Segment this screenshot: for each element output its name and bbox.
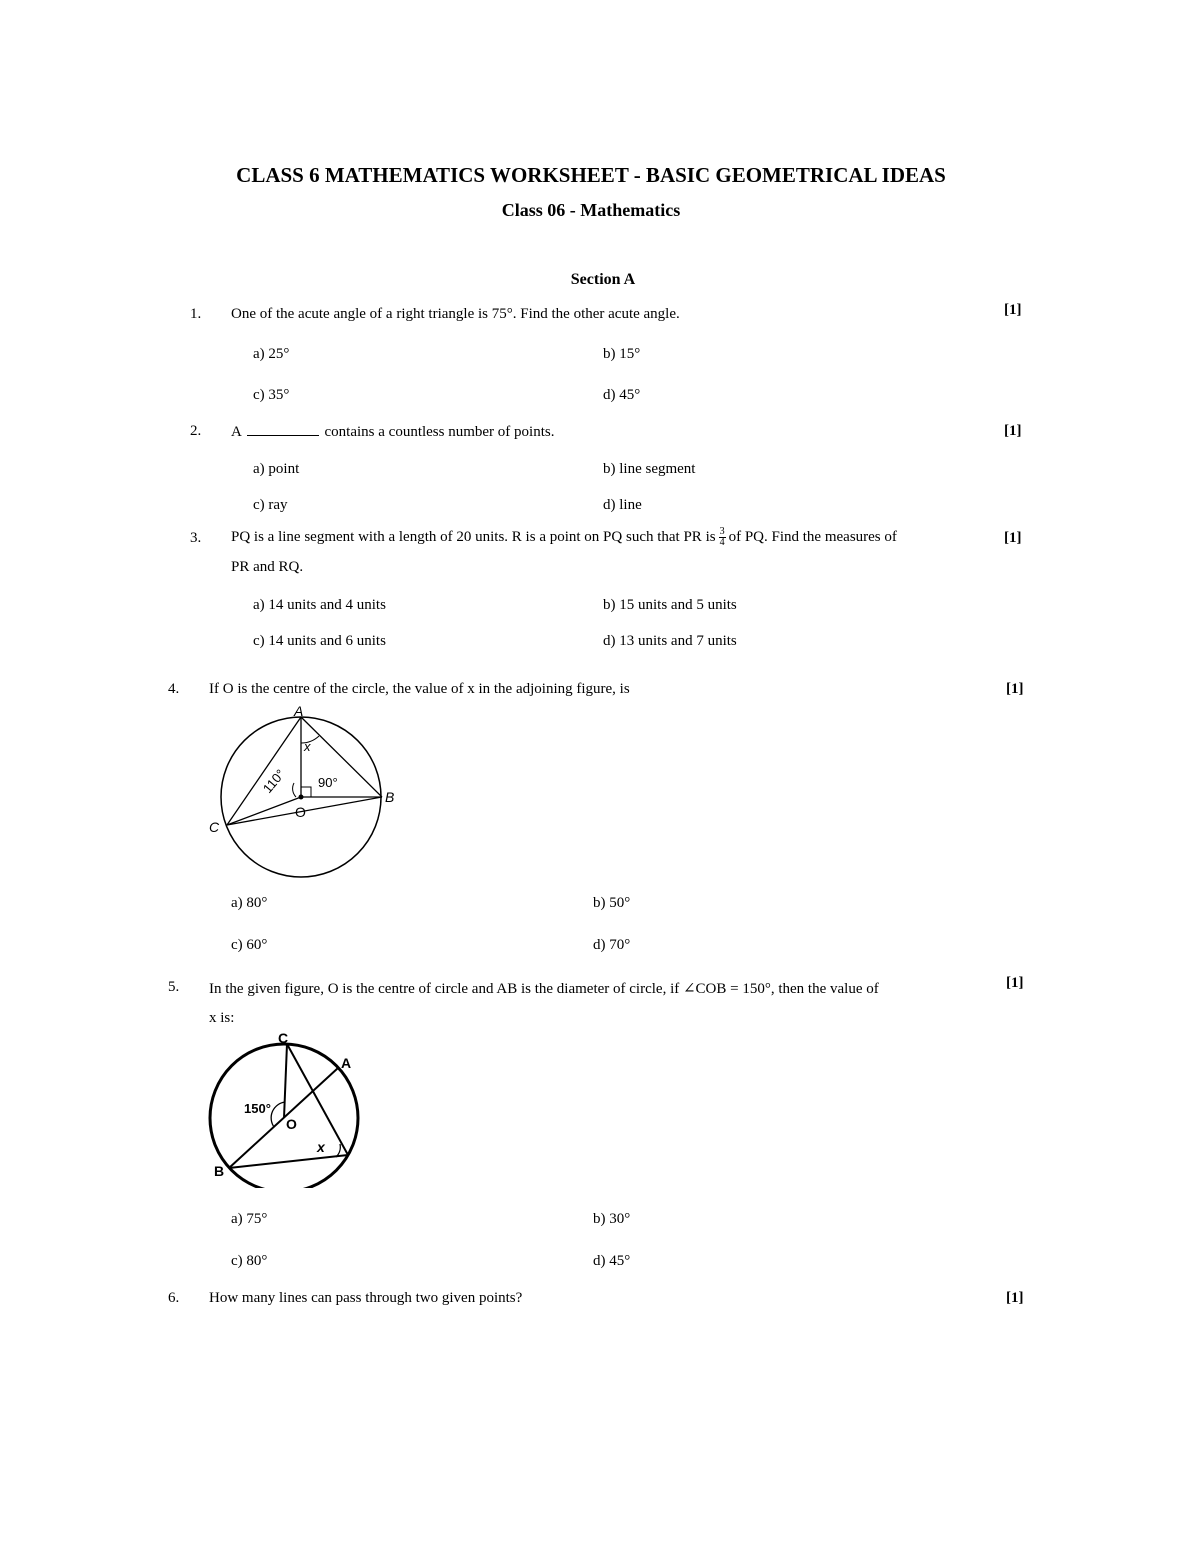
question-number: 1. bbox=[190, 306, 202, 322]
fraction-numerator: 3 bbox=[719, 526, 725, 537]
question-text-line2: x is: bbox=[209, 1010, 235, 1026]
option-c: c) 60° bbox=[231, 937, 268, 953]
question-marks: [1] bbox=[1006, 975, 1024, 991]
label-c: C bbox=[278, 1030, 289, 1046]
label-90-deg: 90° bbox=[318, 775, 338, 790]
option-b: b) line segment bbox=[603, 461, 696, 477]
option-a: a) point bbox=[253, 461, 300, 477]
question-marks: [1] bbox=[1004, 423, 1022, 439]
option-d: d) 45° bbox=[593, 1253, 631, 1269]
question-text: If O is the centre of the circle, the value of x in the adjoining figure, is bbox=[209, 681, 630, 697]
question-marks: [1] bbox=[1006, 681, 1024, 697]
question-text-end: contains a countless number of points. bbox=[324, 424, 555, 440]
option-c: c) 35° bbox=[253, 387, 290, 403]
option-c: c) 14 units and 6 units bbox=[253, 633, 386, 649]
option-d: d) 45° bbox=[603, 387, 641, 403]
question-text: One of the acute angle of a right triangle is 75°. Find the other acute angle. bbox=[231, 306, 680, 322]
worksheet-title: CLASS 6 MATHEMATICS WORKSHEET - BASIC GEOMETRICAL IDEAS bbox=[236, 163, 946, 187]
fraction-denominator: 4 bbox=[719, 537, 725, 548]
question-number: 6. bbox=[168, 1290, 180, 1306]
question-text bbox=[231, 527, 897, 548]
question-number: 4. bbox=[168, 681, 180, 697]
radius-oc bbox=[284, 1044, 287, 1118]
question-text-start: A bbox=[231, 424, 242, 440]
label-x: x bbox=[304, 739, 311, 754]
option-a: a) 25° bbox=[253, 346, 290, 362]
chord-bx bbox=[229, 1155, 348, 1168]
circle-figure-q4 bbox=[200, 700, 420, 885]
label-o: O bbox=[286, 1116, 297, 1132]
option-d: d) 13 units and 7 units bbox=[603, 633, 737, 649]
option-c: c) 80° bbox=[231, 1253, 268, 1269]
label-x: x bbox=[317, 1139, 325, 1155]
fraction bbox=[719, 527, 726, 548]
option-c: c) ray bbox=[253, 497, 288, 513]
question-text-line2: PR and RQ. bbox=[231, 559, 304, 575]
option-b: b) 30° bbox=[593, 1211, 631, 1227]
option-d: d) 70° bbox=[593, 937, 631, 953]
fill-in-blank bbox=[247, 423, 319, 436]
question-number: 2. bbox=[190, 423, 202, 439]
question-number: 3. bbox=[190, 530, 202, 546]
question-text: How many lines can pass through two given points? bbox=[209, 1290, 523, 1306]
question-number: 5. bbox=[168, 979, 180, 995]
option-a: a) 14 units and 4 units bbox=[253, 597, 386, 613]
question-text-end: of PQ. Find the measures of bbox=[728, 528, 897, 545]
label-o: O bbox=[295, 804, 306, 820]
label-b: B bbox=[214, 1163, 225, 1179]
chord-ac bbox=[227, 717, 301, 825]
option-b: b) 15 units and 5 units bbox=[603, 597, 737, 613]
radius-oc bbox=[227, 797, 301, 825]
section-heading: Section A bbox=[570, 271, 636, 288]
question-text: In the given figure, O is the centre of circle and AB is the diameter of circle, if ∠COB = 150°, then the value of bbox=[209, 981, 879, 997]
label-c: C bbox=[209, 819, 220, 835]
angle-arc-110 bbox=[293, 783, 296, 797]
option-a: a) 75° bbox=[231, 1211, 268, 1227]
option-a: a) 80° bbox=[231, 895, 268, 911]
question-text bbox=[231, 423, 554, 441]
label-a: A bbox=[341, 1055, 352, 1071]
label-110-deg: 110° bbox=[259, 766, 288, 796]
label-b: B bbox=[385, 789, 395, 805]
worksheet-subtitle: Class 06 - Mathematics bbox=[501, 200, 681, 220]
option-b: b) 50° bbox=[593, 895, 631, 911]
question-text-start: PQ is a line segment with a length of 20 units. R is a point on PQ such that PR is bbox=[231, 528, 716, 545]
label-150-deg: 150° bbox=[244, 1101, 271, 1116]
question-marks: [1] bbox=[1004, 530, 1022, 546]
option-d: d) line bbox=[603, 497, 642, 513]
question-marks: [1] bbox=[1006, 1290, 1024, 1306]
circle-figure-q5 bbox=[200, 1028, 370, 1188]
center-point bbox=[299, 795, 304, 800]
question-marks: [1] bbox=[1004, 302, 1022, 318]
option-b: b) 15° bbox=[603, 346, 641, 362]
label-a: A bbox=[294, 703, 304, 719]
